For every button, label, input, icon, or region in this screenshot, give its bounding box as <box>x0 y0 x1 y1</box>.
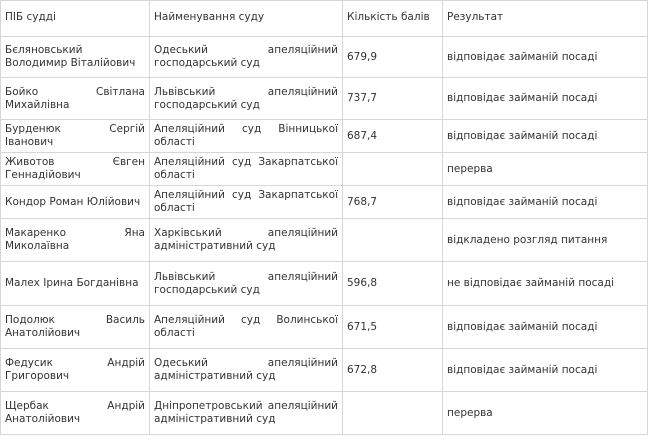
court-name-cell: Харківський апеляційний адміністративний суд <box>150 219 343 262</box>
court-name-cell: Одеський апеляційний господарський суд <box>150 37 343 78</box>
result-cell: відповідає займаній посаді <box>443 120 648 153</box>
table-row <box>1 306 648 349</box>
result-cell: перерва <box>443 153 648 186</box>
judge-name-cell: Малех Ірина Богданівна <box>1 262 150 306</box>
header-judge-name: ПІБ судді <box>1 1 150 37</box>
result-cell: відповідає займаній посаді <box>443 306 648 349</box>
score-cell <box>343 392 443 435</box>
table-row <box>1 78 648 120</box>
result-cell: відповідає займаній посаді <box>443 349 648 392</box>
table-row <box>1 392 648 435</box>
result-cell: відповідає займаній посаді <box>443 78 648 120</box>
court-name-cell: Львівський апеляційний господарський суд <box>150 78 343 120</box>
judge-name-cell: Кондор Роман Юлійович <box>1 186 150 219</box>
table-row <box>1 37 648 78</box>
result-cell: відповідає займаній посаді <box>443 37 648 78</box>
header-court-name: Найменування суду <box>150 1 343 37</box>
judge-name-cell: Подолюк Василь Анатолійович <box>1 306 150 349</box>
score-cell: 672,8 <box>343 349 443 392</box>
judge-name-cell: Федусик Андрій Григорович <box>1 349 150 392</box>
header-result: Результат <box>443 1 648 37</box>
court-name-cell: Дніпропетровський апеляційний адміністративний суд <box>150 392 343 435</box>
judge-name-cell: Бєляновський Володимир Віталійович <box>1 37 150 78</box>
court-name-cell: Апеляційний суд Закарпатської області <box>150 153 343 186</box>
table-row <box>1 219 648 262</box>
judge-name-cell: Животов Євген Геннадійович <box>1 153 150 186</box>
result-cell: не відповідає займаній посаді <box>443 262 648 306</box>
score-cell: 687,4 <box>343 120 443 153</box>
result-cell: відповідає займаній посаді <box>443 186 648 219</box>
judge-name-cell: Щербак Андрій Анатолійович <box>1 392 150 435</box>
header-score: Кількість балів <box>343 1 443 37</box>
court-name-cell: Одеський апеляційний адміністративний суд <box>150 349 343 392</box>
table-row <box>1 120 648 153</box>
table-row <box>1 153 648 186</box>
result-cell: перерва <box>443 392 648 435</box>
score-cell: 679,9 <box>343 37 443 78</box>
score-cell: 768,7 <box>343 186 443 219</box>
table-row <box>1 262 648 306</box>
table-row <box>1 349 648 392</box>
court-name-cell: Апеляційний суд Закарпатської області <box>150 186 343 219</box>
judge-name-cell: Бойко Світлана Михайлівна <box>1 78 150 120</box>
court-name-cell: Апеляційний суд Вінницької області <box>150 120 343 153</box>
judge-name-cell: Бурденюк Сергій Іванович <box>1 120 150 153</box>
score-cell <box>343 219 443 262</box>
court-name-cell: Апеляційний суд Волинської області <box>150 306 343 349</box>
score-cell: 596,8 <box>343 262 443 306</box>
score-cell: 671,5 <box>343 306 443 349</box>
result-cell: відкладено розгляд питання <box>443 219 648 262</box>
score-cell <box>343 153 443 186</box>
judge-name-cell: Макаренко Яна Миколаївна <box>1 219 150 262</box>
table-row <box>1 186 648 219</box>
court-name-cell: Львівський апеляційний господарський суд <box>150 262 343 306</box>
score-cell: 737,7 <box>343 78 443 120</box>
table-header-row <box>1 1 648 37</box>
